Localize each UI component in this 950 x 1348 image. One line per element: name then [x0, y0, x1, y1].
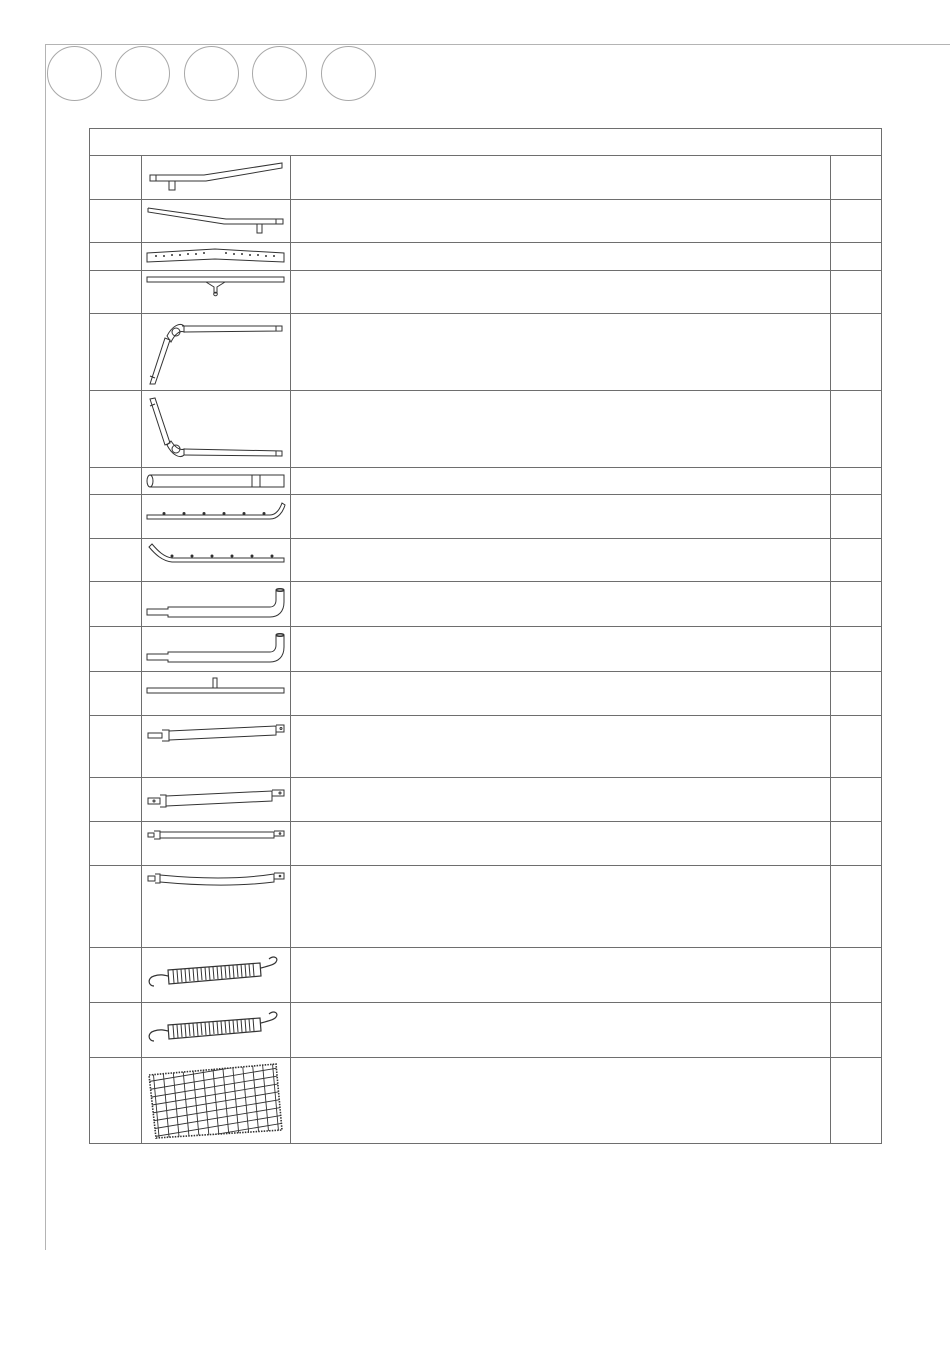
part-image [142, 582, 291, 627]
part-quantity [830, 156, 881, 200]
foam-padded-pole-icon [142, 716, 289, 777]
part-quantity [830, 468, 881, 495]
part-quantity [830, 539, 881, 582]
table-row [90, 582, 882, 627]
table-row [90, 866, 882, 948]
step-circle [321, 46, 376, 101]
part-quantity [830, 716, 881, 778]
part-number [90, 582, 142, 627]
part-quantity [830, 582, 881, 627]
table-header [90, 129, 882, 156]
part-quantity [830, 672, 881, 716]
part-quantity [830, 1058, 881, 1144]
spring-icon [142, 1003, 289, 1057]
part-number [90, 314, 142, 391]
part-quantity [830, 948, 881, 1003]
curved-arch-tube-with-joint-icon [142, 314, 289, 390]
part-number [90, 156, 142, 200]
part-number [90, 539, 142, 582]
step-circle [252, 46, 307, 101]
table-row [90, 948, 882, 1003]
part-image [142, 822, 291, 866]
foam-padded-pole-icon [142, 778, 289, 821]
part-number [90, 271, 142, 314]
table-row [90, 156, 882, 200]
table-row [90, 271, 882, 314]
part-description [290, 1058, 830, 1144]
perforated-bar-icon [142, 243, 289, 270]
step-circle [184, 46, 239, 101]
part-description [290, 866, 830, 948]
part-description [290, 627, 830, 672]
table-row [90, 822, 882, 866]
part-image [142, 200, 291, 243]
part-image [142, 1058, 291, 1144]
table-row [90, 1058, 882, 1144]
table-row [90, 200, 882, 243]
part-image [142, 1003, 291, 1058]
part-quantity [830, 314, 881, 391]
part-image [142, 778, 291, 822]
parts-list-table [89, 128, 882, 1144]
part-image [142, 271, 291, 314]
net-mesh-icon [142, 1058, 289, 1143]
table-row [90, 716, 882, 778]
part-image [142, 468, 291, 495]
part-quantity [830, 271, 881, 314]
part-number [90, 1003, 142, 1058]
table-row [90, 627, 882, 672]
spring-icon [142, 948, 289, 1002]
part-number [90, 672, 142, 716]
part-description [290, 391, 830, 468]
table-row [90, 243, 882, 271]
bent-tube-with-peg-left-icon [142, 156, 289, 199]
part-description [290, 495, 830, 539]
foam-padded-pole-thin-icon [142, 822, 289, 865]
part-image [142, 156, 291, 200]
curved-arch-tube-with-joint-mirrored-icon [142, 391, 289, 467]
padded-tube-icon [142, 468, 289, 494]
part-number [90, 822, 142, 866]
part-quantity [830, 1003, 881, 1058]
part-quantity [830, 627, 881, 672]
part-description [290, 314, 830, 391]
foam-padded-pole-icon [142, 866, 289, 947]
part-number [90, 1058, 142, 1144]
part-number [90, 627, 142, 672]
part-number [90, 200, 142, 243]
part-description [290, 822, 830, 866]
part-quantity [830, 866, 881, 948]
table-row [90, 672, 882, 716]
part-description [290, 716, 830, 778]
part-number [90, 391, 142, 468]
top-rule [46, 44, 950, 45]
straight-tube-with-center-bracket-icon [142, 271, 289, 313]
part-description [290, 468, 830, 495]
bent-tube-with-peg-right-icon [142, 200, 289, 242]
table-row [90, 495, 882, 539]
tube-with-studs-curved-up-icon [142, 495, 289, 538]
part-image [142, 495, 291, 539]
step-circle [115, 46, 170, 101]
part-quantity [830, 778, 881, 822]
table-row [90, 468, 882, 495]
part-description [290, 271, 830, 314]
part-quantity [830, 391, 881, 468]
part-description [290, 539, 830, 582]
table-row [90, 1003, 882, 1058]
part-description [290, 243, 830, 271]
part-quantity [830, 243, 881, 271]
part-description [290, 1003, 830, 1058]
part-image [142, 391, 291, 468]
part-description [290, 582, 830, 627]
part-quantity [830, 495, 881, 539]
part-number [90, 243, 142, 271]
part-image [142, 672, 291, 716]
part-description [290, 672, 830, 716]
part-number [90, 948, 142, 1003]
part-image [142, 627, 291, 672]
part-description [290, 200, 830, 243]
part-number [90, 468, 142, 495]
part-description [290, 948, 830, 1003]
part-number [90, 495, 142, 539]
table-row [90, 391, 882, 468]
l-shaped-leg-tube-icon [142, 627, 289, 671]
l-shaped-leg-tube-icon [142, 582, 289, 626]
part-image [142, 866, 291, 948]
part-description [290, 778, 830, 822]
part-image [142, 716, 291, 778]
left-rule [45, 44, 46, 1250]
straight-bar-with-center-pin-icon [142, 672, 289, 715]
part-image [142, 243, 291, 271]
part-quantity [830, 822, 881, 866]
part-image [142, 314, 291, 391]
step-circle [47, 46, 102, 101]
table-row [90, 314, 882, 391]
part-quantity [830, 200, 881, 243]
table-row [90, 539, 882, 582]
part-number [90, 866, 142, 948]
part-description [290, 156, 830, 200]
table-header-row [90, 129, 882, 156]
part-number [90, 778, 142, 822]
tube-with-studs-bent-icon [142, 539, 289, 581]
part-number [90, 716, 142, 778]
part-image [142, 948, 291, 1003]
table-row [90, 778, 882, 822]
part-image [142, 539, 291, 582]
